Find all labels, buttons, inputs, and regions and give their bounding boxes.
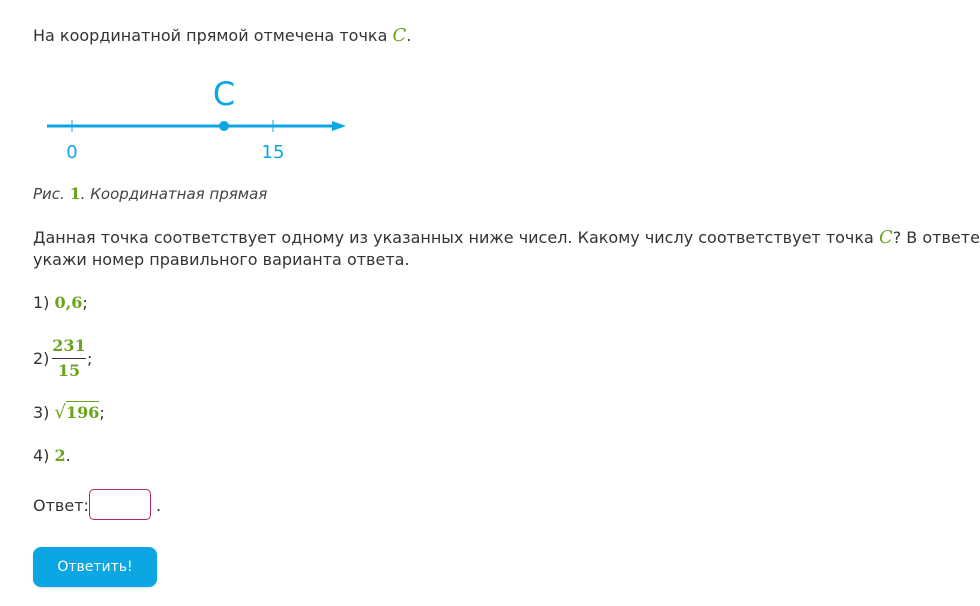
submit-button[interactable]: Ответить! <box>33 547 157 587</box>
task-intro <box>33 26 411 46</box>
option-4-label: 4) <box>33 446 55 465</box>
axis-arrow-icon <box>332 121 346 131</box>
option-3-value: 196 <box>66 403 100 422</box>
caption-number: 1 <box>69 184 81 203</box>
option-1-suffix: ; <box>82 293 88 312</box>
caption-prefix: Рис. <box>33 185 70 203</box>
figure-caption <box>33 184 267 203</box>
option-3-label: 3) <box>33 403 55 422</box>
option-1 <box>33 293 88 313</box>
intro-text: На координатной прямой отмечена точка <box>33 26 393 45</box>
option-4-suffix: . <box>65 446 71 465</box>
question-line-1 <box>33 228 980 248</box>
answer-trailing-period: . <box>156 496 162 515</box>
point-name: C <box>392 25 407 46</box>
fraction-numerator: 231 <box>52 336 86 355</box>
point-c-label: C <box>212 75 236 113</box>
number-line-diagram <box>0 70 360 170</box>
tick-label-fifteen: 15 <box>261 142 285 163</box>
option-4 <box>33 446 71 466</box>
question-text-b: ? В ответе <box>892 228 980 247</box>
point-c-marker <box>219 121 229 131</box>
option-2-fraction <box>52 336 86 382</box>
option-4-value: 2 <box>54 446 66 465</box>
option-2-label: 2) <box>33 349 50 368</box>
question-var: C <box>878 227 893 248</box>
sqrt-radical-icon: √ <box>54 402 66 423</box>
question-text-a: Данная точка соответствует одному из указанных ниже чисел. Какому числу соответствует точка <box>33 228 879 247</box>
answer-input[interactable] <box>89 489 151 520</box>
option-1-value: 0,6 <box>54 293 83 312</box>
intro-period: . <box>406 26 412 45</box>
fraction-bar <box>52 358 86 359</box>
question-line-2: укажи номер правильного варианта ответа. <box>33 250 410 269</box>
option-2-suffix: ; <box>87 349 93 368</box>
caption-text: . Координатная прямая <box>80 185 268 203</box>
answer-label: Ответ: <box>33 496 89 515</box>
fraction-denominator: 15 <box>57 361 81 380</box>
option-1-label: 1) <box>33 293 55 312</box>
tick-label-zero: 0 <box>66 142 78 163</box>
option-3-suffix: ; <box>99 403 105 422</box>
option-3 <box>33 403 105 423</box>
